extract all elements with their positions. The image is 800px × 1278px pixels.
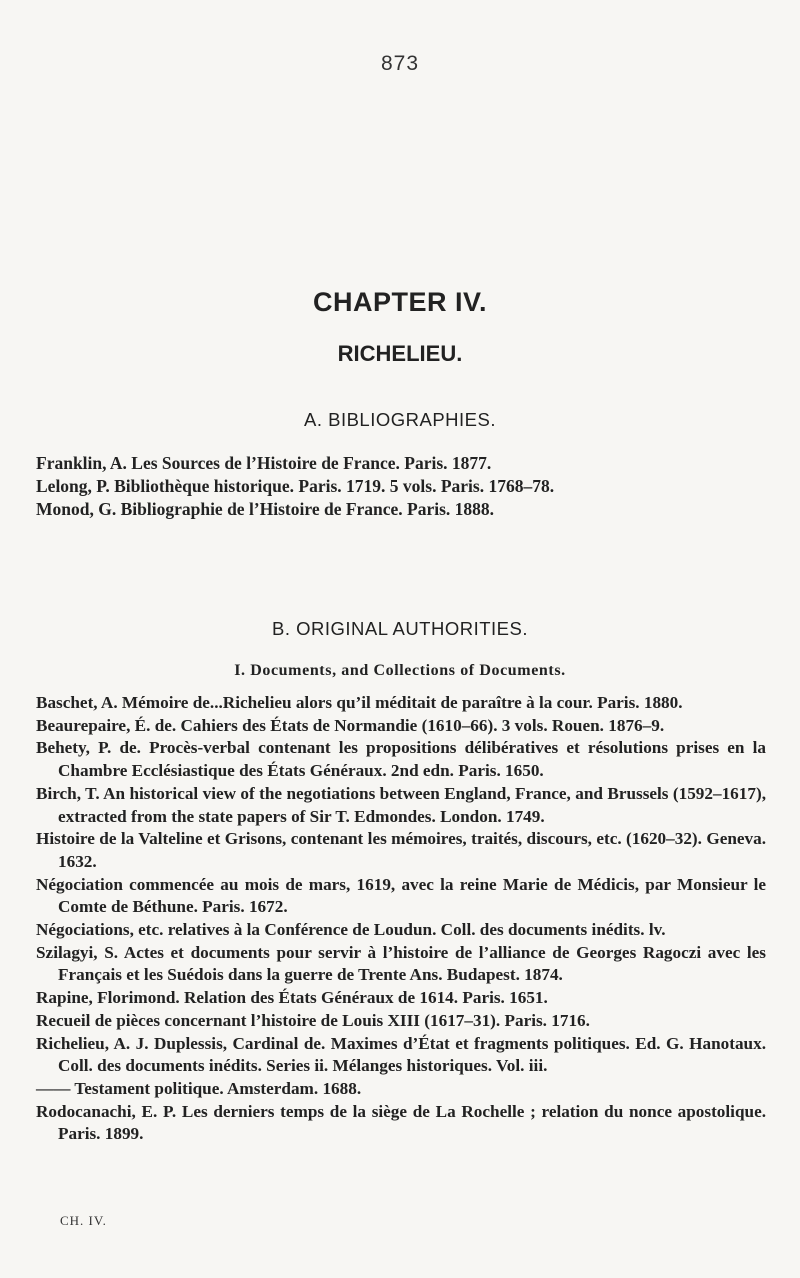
running-footer: CH. IV.	[60, 1213, 107, 1228]
chapter-name: RICHELIEU.	[337, 341, 463, 366]
bibliography-entry: Franklin, A. Les Sources de l’Histoire de France. Paris. 1877.	[36, 453, 492, 473]
bibliographies-list	[36, 452, 766, 521]
document-entry: Négociation commencée au mois de mars, 1619, avec la reine Marie de Médicis, par Monsieur le Comte de Béthune. Paris. 1672.	[36, 874, 766, 917]
document-entry: Behety, P. de. Procès-verbal contenant les propositions délibératives et résolutions prises en la Chambre Ecclésiastique des États Généraux. 2nd edn. Paris. 1650.	[36, 738, 766, 781]
document-entry: Beaurepaire, É. de. Cahiers des États de Normandie (1610–66). 3 vols. Rouen. 1876–9.	[36, 715, 665, 735]
section-heading-bibliographies: A. BIBLIOGRAPHIES.	[303, 409, 496, 430]
document-entry: Histoire de la Valteline et Grisons, contenant les mémoires, traités, discours, etc. (1620–32). Geneva. 1632.	[36, 829, 766, 871]
document-entry: Rapine, Florimond. Relation des États Généraux de 1614. Paris. 1651.	[36, 988, 548, 1008]
page-number: 873	[380, 52, 420, 75]
bibliography-entry: Lelong, P. Bibliothèque historique. Paris. 1719. 5 vols. Paris. 1768–78.	[36, 476, 555, 496]
document-entry: Richelieu, A. J. Duplessis, Cardinal de. Maximes d’État et fragments politiques. Ed. G. Hanotaux. Coll. des documents inédits. Series ii. Mélanges historiques. Vol. iii.	[36, 1033, 766, 1076]
document-entry: —— Testament politique. Amsterdam. 1688.	[36, 1078, 362, 1098]
document-entry: Baschet, A. Mémoire de...Richelieu alors qu’il méditait de paraître à la cour. Paris. 1880.	[36, 693, 683, 712]
documents-list	[36, 692, 766, 1146]
document-entry: Birch, T. An historical view of the negotiations between England, France, and Brussels (1592–1617), extracted from the state papers of Sir T. Edmondes. London. 1749.	[36, 783, 766, 826]
subsection-heading-documents: I. Documents, and Collections of Documents.	[234, 662, 566, 679]
document-entry: Szilagyi, S. Actes et documents pour servir à l’histoire de l’alliance de Georges Ragoczi avec les Français et les Suédois dans la guerre de Trente Ans. Budapest. 1874.	[36, 942, 766, 985]
document-entry: Rodocanachi, E. P. Les derniers temps de la siège de La Rochelle ; relation du nonce apostolique. Paris. 1899.	[36, 1101, 766, 1144]
bibliography-entry: Monod, G. Bibliographie de l’Histoire de France. Paris. 1888.	[36, 499, 495, 519]
document-entry: Négociations, etc. relatives à la Conférence de Loudun. Coll. des documents inédits. lv.	[36, 920, 666, 940]
chapter-title: CHAPTER IV.	[312, 287, 488, 317]
document-entry: Recueil de pièces concernant l’histoire de Louis XIII (1617–31). Paris. 1716.	[36, 1010, 590, 1030]
section-heading-original-authorities: B. ORIGINAL AUTHORITIES.	[272, 618, 528, 639]
